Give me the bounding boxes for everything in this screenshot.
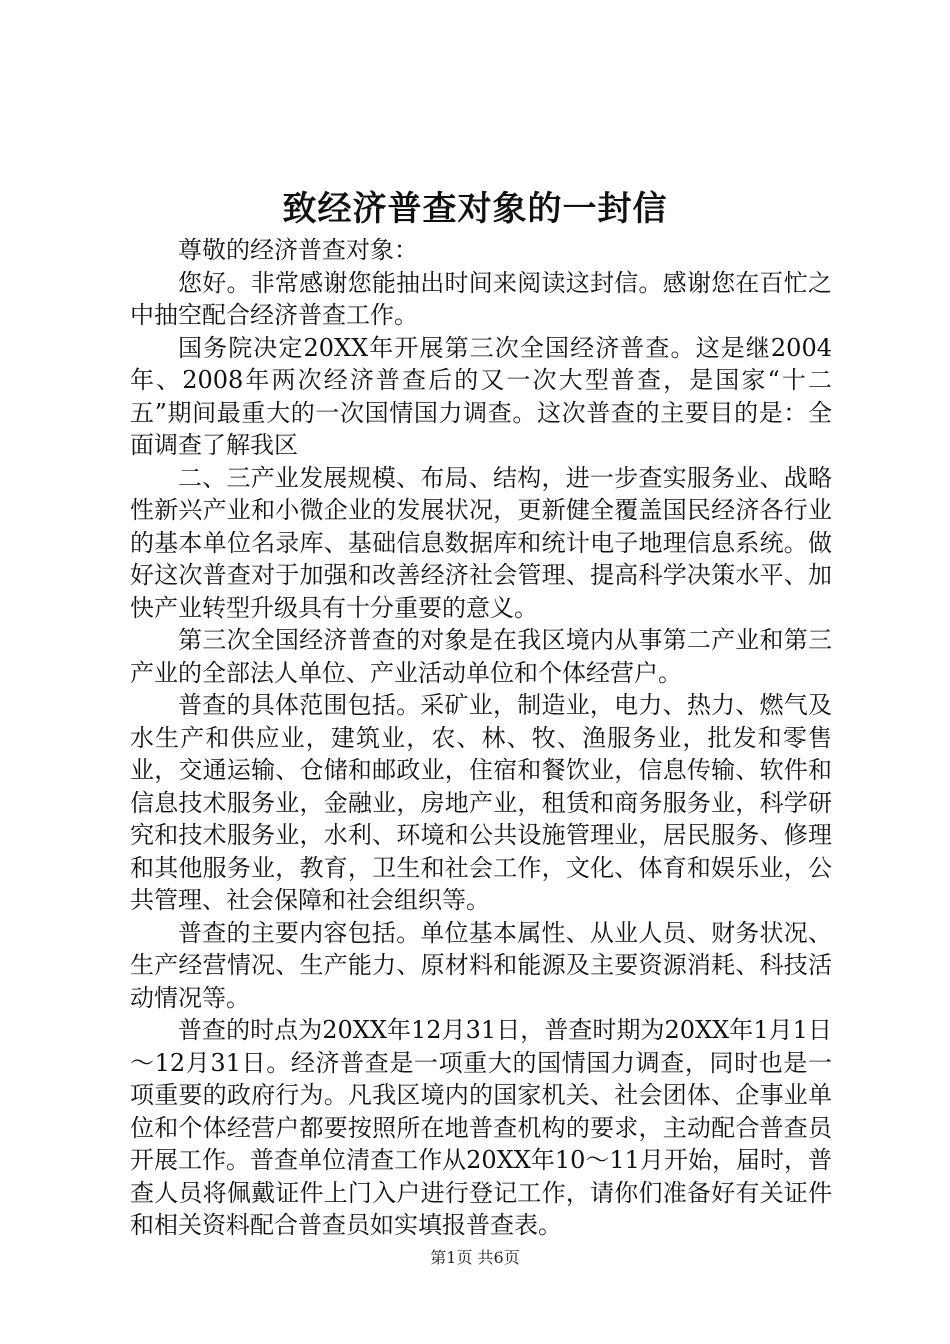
paragraph-census-purpose: 国务院决定20XX年开展第三次全国经济普查。这是继2004年、2008年两次经济普查后的又一次大型普查，是国家“十二五”期间最重大的一次国情国力调查。这次普查的主要目的是：全面调查了解我区: [130, 333, 832, 459]
paragraph-census-scope: 普查的具体范围包括。采矿业，制造业，电力、热力、燃气及水生产和供应业，建筑业，农、林、牧、渔服务业，批发和零售业，交通运输、仓储和邮政业，住宿和餐饮业，信息传输、软件和信息技术服务业，金融业，房地产业，租赁和商务服务业，科学研究和技术服务业，水利、环境和公共设施管理业，居民服务、修理和其他服务业，教育，卫生和社会工作，文化、体育和娱乐业，公共管理、社会保障和社会组织等。: [130, 691, 832, 914]
document-body: [130, 234, 832, 1242]
paragraph-census-objects: 第三次全国经济普查的对象是在我区境内从事第二产业和第三产业的全部法人单位、产业活动单位和个体经营户。: [130, 626, 832, 687]
paragraph-census-timing: 普查的时点为20XX年12月31日，普查时期为20XX年1月1日～12月31日。经济普查是一项重大的国情国力调查，同时也是一项重要的政府行为。凡我区境内的国家机关、社会团体、企事业单位和个体经营户都要按照所在地普查机构的要求，主动配合普查员开展工作。普查单位清查工作从20XX年10～11月开始，届时，普查人员将佩戴证件上门入户进行登记工作，请你们准备好有关证件和相关资料配合普查员如实填报普查表。: [130, 1016, 832, 1239]
paragraph-census-significance: 二、三产业发展规模、布局、结构，进一步查实服务业、战略性新兴产业和小微企业的发展状况，更新健全覆盖国民经济各行业的基本单位名录库、基础信息数据库和统计电子地理信息系统。做好这次普查对于加强和改善经济社会管理、提高科学决策水平、加快产业转型升级具有十分重要的意义。: [130, 463, 832, 622]
document-title: 致经济普查对象的一封信: [282, 189, 668, 229]
page-number: 第1页 共6页: [430, 1248, 520, 1267]
paragraph-greeting: 您好。非常感谢您能抽出时间来阅读这封信。感谢您在百忙之中抽空配合经济普查工作。: [130, 268, 832, 329]
paragraph-census-content: 普查的主要内容包括。单位基本属性、从业人员、财务状况、生产经营情况、生产能力、原材料和能源及主要资源消耗、科技活动情况等。: [130, 918, 832, 1012]
salutation: 尊敬的经济普查对象：: [178, 236, 418, 264]
